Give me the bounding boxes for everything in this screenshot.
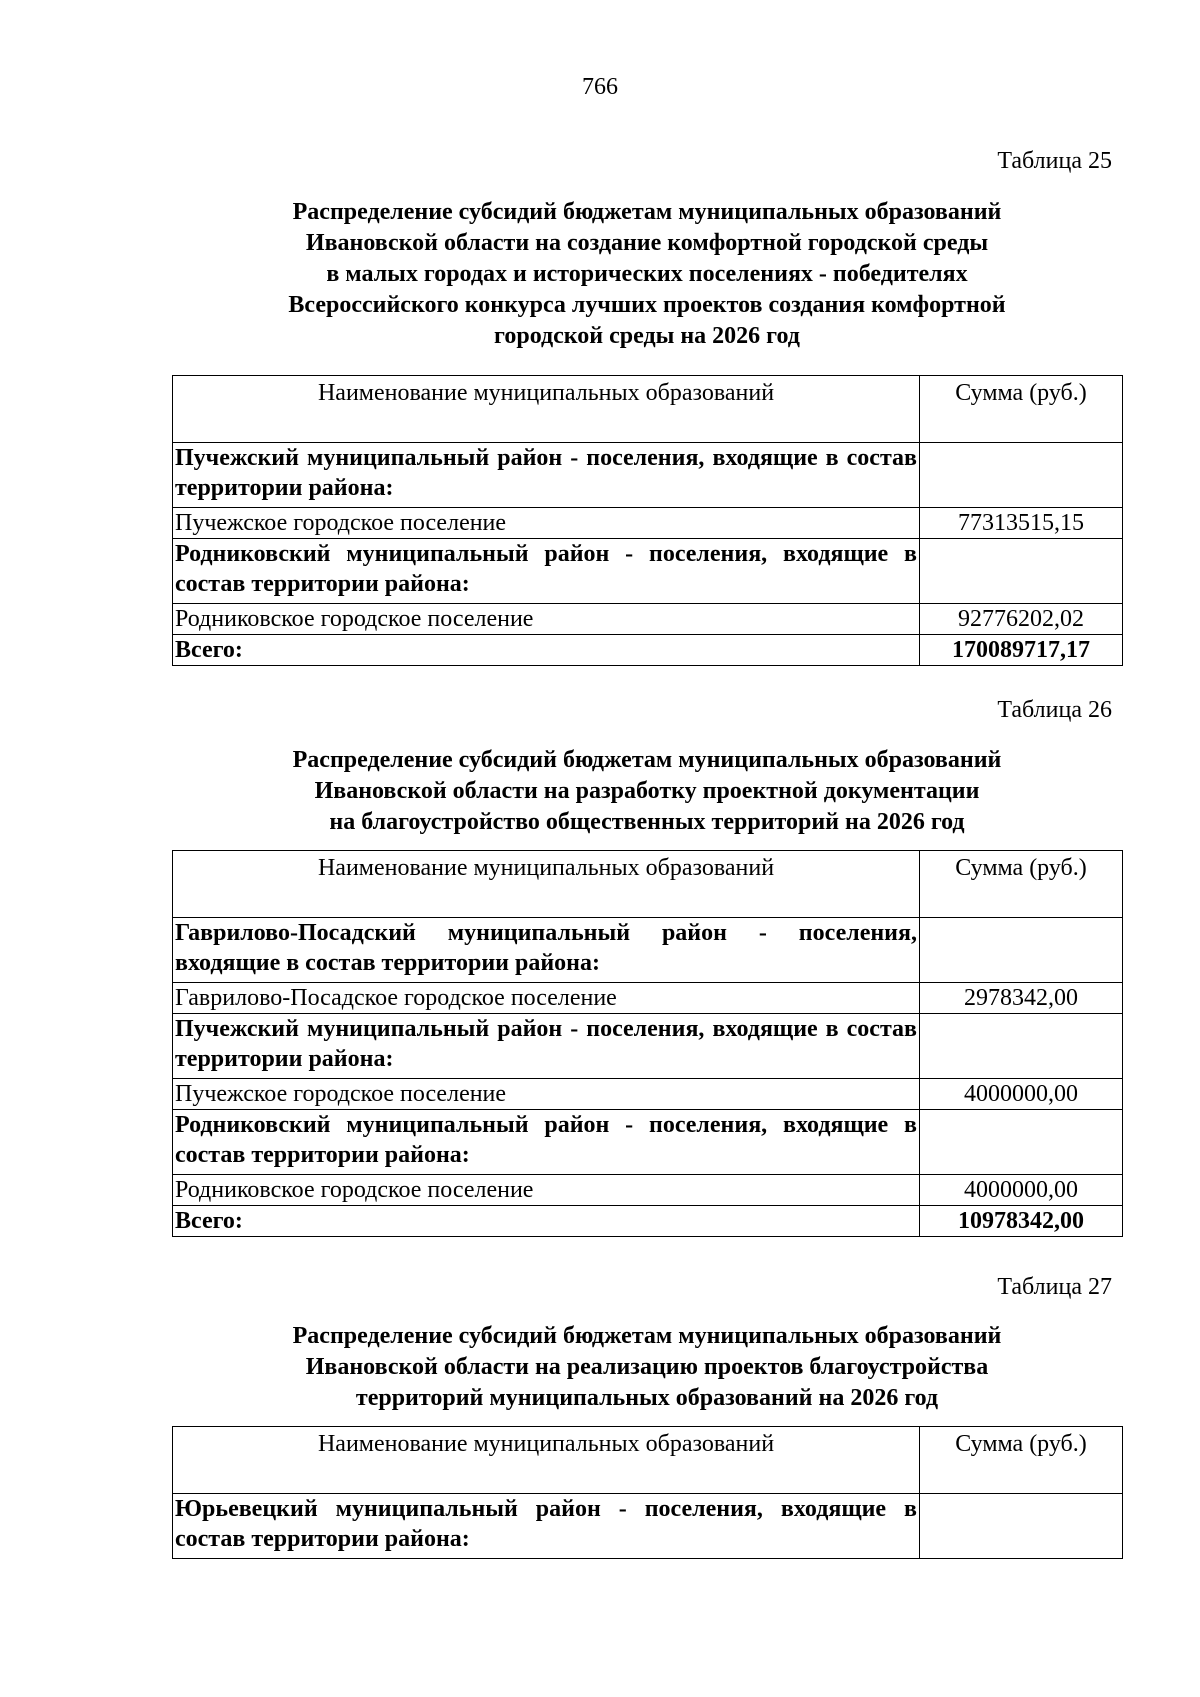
title-line: Всероссийского конкурса лучших проектов создания комфортной [288, 292, 1006, 318]
total-row [173, 635, 1123, 666]
table-row [173, 1079, 1123, 1110]
column-header-name: Наименование муниципальных образований [173, 851, 920, 918]
title-line: Распределение субсидий бюджетам муниципальных образований [292, 747, 1002, 773]
group-row [173, 539, 1123, 604]
table-row [173, 604, 1123, 635]
row-amount: 92776202,02 [920, 604, 1123, 635]
total-amount: 10978342,00 [920, 1206, 1123, 1237]
header-row [173, 376, 1123, 443]
group-name: Родниковский муниципальный район - поселения, входящие в состав территории района: [173, 1110, 920, 1175]
total-row [173, 1206, 1123, 1237]
total-label: Всего: [173, 635, 920, 666]
title-line: Ивановской области на создание комфортной городской среды [305, 230, 989, 256]
group-name: Юрьевецкий муниципальный район - поселения, входящие в состав территории района: [173, 1494, 920, 1559]
row-name: Гаврилово-Посадское городское поселение [173, 983, 920, 1014]
title-line: Ивановской области на разработку проектной документации [314, 778, 980, 804]
column-header-sum: Сумма (руб.) [920, 1427, 1123, 1494]
table-27-title [172, 1321, 1122, 1414]
column-header-sum: Сумма (руб.) [920, 376, 1123, 443]
group-row [173, 1014, 1123, 1079]
table-25 [172, 375, 1123, 666]
table-27 [172, 1426, 1123, 1559]
row-amount [920, 918, 1123, 983]
group-row [173, 1494, 1123, 1559]
title-line: городской среды на 2026 год [494, 323, 800, 349]
row-amount [920, 1014, 1123, 1079]
row-amount [920, 1110, 1123, 1175]
table-27-label: Таблица 27 [997, 1274, 1112, 1300]
row-name: Родниковское городское поселение [173, 1175, 920, 1206]
title-line: на благоустройство общественных территорий на 2026 год [329, 809, 965, 835]
table-26-title [172, 745, 1122, 838]
group-row [173, 443, 1123, 508]
title-line: в малых городах и исторических поселениях - победителях [326, 261, 968, 287]
row-amount: 2978342,00 [920, 983, 1123, 1014]
page-number: 766 [582, 74, 618, 100]
table-26-label: Таблица 26 [997, 697, 1112, 723]
group-row [173, 918, 1123, 983]
title-line: Распределение субсидий бюджетам муниципальных образований [292, 1323, 1002, 1349]
row-amount [920, 1494, 1123, 1559]
column-header-name: Наименование муниципальных образований [173, 376, 920, 443]
table-26 [172, 850, 1123, 1237]
group-name: Пучежский муниципальный район - поселения, входящие в состав территории района: [173, 1014, 920, 1079]
title-line: Распределение субсидий бюджетам муниципальных образований [292, 199, 1002, 225]
group-row [173, 1110, 1123, 1175]
row-amount [920, 443, 1123, 508]
row-amount: 4000000,00 [920, 1079, 1123, 1110]
title-line: территорий муниципальных образований на 2026 год [355, 1385, 939, 1411]
table-row [173, 983, 1123, 1014]
row-name: Родниковское городское поселение [173, 604, 920, 635]
table-25-title [172, 197, 1122, 352]
group-name: Гаврилово-Посадский муниципальный район - поселения, входящие в состав территории района: [173, 918, 920, 983]
row-amount [920, 539, 1123, 604]
table-row [173, 1175, 1123, 1206]
column-header-sum: Сумма (руб.) [920, 851, 1123, 918]
header-row [173, 1427, 1123, 1494]
header-row [173, 851, 1123, 918]
row-amount: 77313515,15 [920, 508, 1123, 539]
table-25-label: Таблица 25 [997, 148, 1112, 174]
group-name: Пучежский муниципальный район - поселения, входящие в состав территории района: [173, 443, 920, 508]
row-name: Пучежское городское поселение [173, 508, 920, 539]
column-header-name: Наименование муниципальных образований [173, 1427, 920, 1494]
title-line: Ивановской области на реализацию проектов благоустройства [305, 1354, 989, 1380]
row-amount: 4000000,00 [920, 1175, 1123, 1206]
row-name: Пучежское городское поселение [173, 1079, 920, 1110]
table-row [173, 508, 1123, 539]
total-label: Всего: [173, 1206, 920, 1237]
group-name: Родниковский муниципальный район - поселения, входящие в состав территории района: [173, 539, 920, 604]
total-amount: 170089717,17 [920, 635, 1123, 666]
